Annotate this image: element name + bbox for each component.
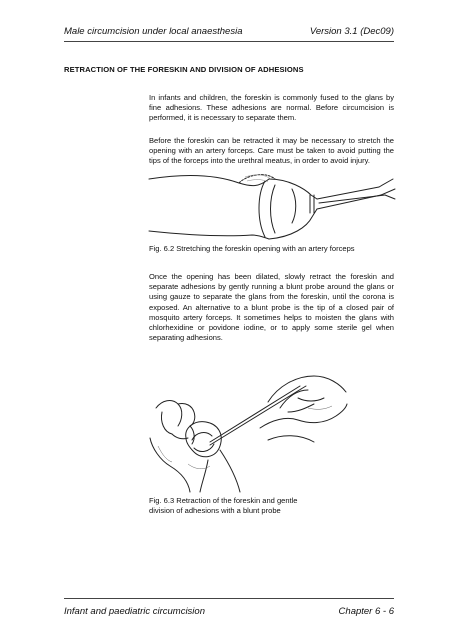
footer-divider [64, 598, 394, 599]
section-heading: RETRACTION OF THE FORESKIN AND DIVISION OF ADHESIONS [64, 65, 304, 74]
figure-6-2-caption: Fig. 6.2 Stretching the foreskin opening with an artery forceps [149, 244, 355, 253]
header-divider [64, 41, 394, 42]
running-header-version: Version 3.1 (Dec09) [309, 26, 394, 37]
running-header-title: Male circumcision under local anaesthesia [64, 26, 243, 37]
figure-6-3-caption: Fig. 6.3 Retraction of the foreskin and gentle division of adhesions with a blunt probe [149, 496, 298, 516]
running-footer-section: Infant and paediatric circumcision [64, 606, 205, 617]
figure-blunt-probe-illustration [148, 368, 348, 493]
paragraph-retract-foreskin: Once the opening has been dilated, slowly retract the foreskin and separate adhesions by gently running a blunt probe around the glans or using gauze to separate the glans from the foreskin, until the corona is exposed. An alternative to a blunt probe is the tip of a closed pair of mosquito artery forceps. It sometimes helps to moisten the glans with chlorhexidine or povidone iodine, or to apply some sterile gel when separating adhesions. [149, 272, 394, 343]
running-footer-page-number: Chapter 6 - 6 [338, 606, 394, 617]
paragraph-stretch-opening: Before the foreskin can be retracted it may be necessary to stretch the opening with an artery forceps. Care must be taken to avoid putting the tips of the forceps into the urethral meatus, in order to avoid injury. [149, 136, 394, 166]
figure-artery-forceps-illustration [147, 165, 397, 240]
paragraph-adhesions-intro: In infants and children, the foreskin is commonly fused to the glans by fine adhesions. These adhesions are normal. Before circumcision is performed, it is necessary to separate them. [149, 93, 394, 123]
